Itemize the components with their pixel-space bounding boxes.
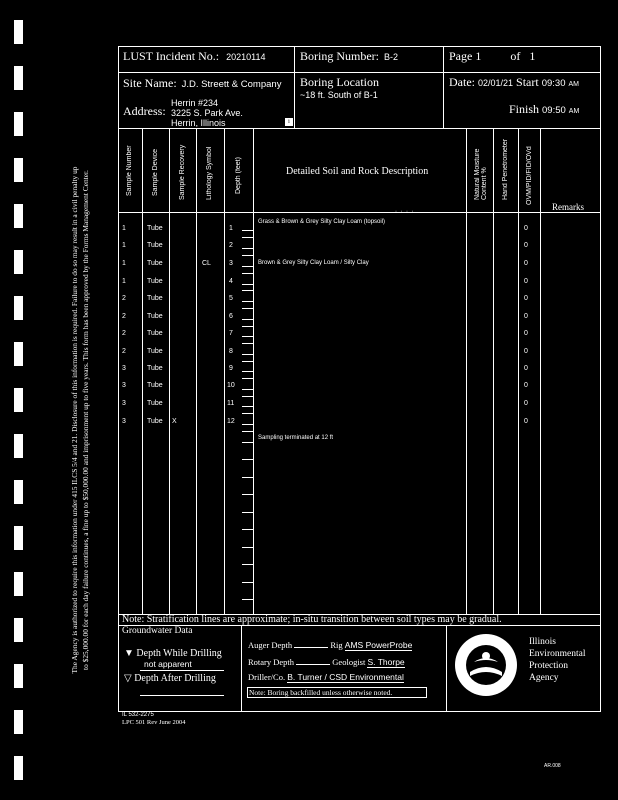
table-row [0, 219, 618, 237]
disclaimer-line-1: The Agency is authorized to require this information under 415 ILCS 5/4 and 21. Disclosure of this information is required. Failure to do so may result in a civil penalty up [70, 166, 79, 674]
finish-time: 09:50 [542, 105, 566, 116]
driller-value: B. Turner / CSD Environmental [287, 672, 404, 682]
table-row [0, 382, 618, 394]
col-depth: Depth (feet) [235, 157, 242, 194]
lithology-symbol: CL [202, 260, 211, 267]
info-icon: i [285, 118, 293, 126]
finish-label: Finish [509, 102, 540, 116]
header-dots: · · · · [395, 209, 415, 215]
depth-value: 6 [229, 313, 233, 320]
col-sample-device: Sample Device [152, 148, 159, 196]
auger-depth-label: Auger Depth [248, 640, 293, 650]
geologist-label: Geologist [332, 657, 366, 667]
sample-device: Tube [147, 260, 163, 267]
depth-after-drilling [124, 673, 216, 684]
agency-name [529, 636, 585, 684]
table-row [0, 260, 618, 272]
incident-field [123, 49, 265, 64]
geologist-value: S. Thorpe [367, 657, 405, 667]
ovm-reading: 0 [524, 260, 528, 267]
sample-device: Tube [147, 242, 163, 249]
depth-while-drilling [124, 648, 222, 659]
depth-value: 10 [227, 382, 235, 389]
sample-number: 3 [122, 400, 126, 407]
soil-description: Brown & Grey Silty Clay Loam / Silty Clay [258, 260, 369, 266]
corner-code: AR.008 [544, 763, 561, 769]
rig-label: Rig [330, 640, 343, 650]
groundwater-title: Groundwater Data [122, 626, 193, 636]
depth-value: 2 [229, 242, 233, 249]
table-row [0, 278, 618, 290]
termination-note: Sampling terminated at 12 ft [258, 435, 334, 441]
sample-device: Tube [147, 295, 163, 302]
col-ovm: OVM/PID/FID/OVd [526, 146, 533, 205]
sample-device: Tube [147, 330, 163, 337]
of-label: of [510, 49, 521, 63]
address-label: Address: [123, 104, 166, 118]
sample-device: Tube [147, 313, 163, 320]
page-label: Page [449, 49, 473, 63]
sample-number: 2 [122, 295, 126, 302]
rig-value: AMS PowerProbe [344, 640, 413, 650]
boring-number-label: Boring Number: [300, 49, 379, 63]
sample-recovery: X [172, 418, 177, 425]
col-sample-number: Sample Number [126, 145, 133, 196]
table-row [0, 330, 618, 342]
incident-number: 20210114 [226, 52, 266, 62]
sample-number: 2 [122, 330, 126, 337]
triangle-outline-icon: ▽ [124, 673, 132, 684]
col-penetrometer: Hand Penetrometer [502, 138, 509, 200]
date-value: 02/01/21 [478, 78, 514, 88]
date-start-field [449, 75, 579, 90]
sample-device: Tube [147, 382, 163, 389]
page-number: 1 [475, 49, 482, 63]
finish-ampm: AM [568, 108, 580, 115]
agency-line-4: Agency [529, 673, 559, 683]
col-remarks: Remarks [552, 202, 584, 212]
sample-device: Tube [147, 365, 163, 372]
ovm-reading: 0 [524, 382, 528, 389]
stratification-note: Note: Stratification lines are approximate; in-situ transition between soil types may be gradual. [122, 614, 502, 625]
agency-line-3: Protection [529, 661, 569, 671]
ovm-reading: 0 [524, 242, 528, 249]
ovm-reading: 0 [524, 348, 528, 355]
date-label: Date: [449, 75, 475, 89]
address-line-1: Herrin #234 [171, 98, 219, 108]
ovm-reading: 0 [524, 278, 528, 285]
sample-number: 1 [122, 260, 126, 267]
col-lithology-symbol: Lithology Symbol [206, 146, 213, 200]
depth-value: 4 [229, 278, 233, 285]
backfill-note: Note: Boring backfilled unless otherwise noted. [247, 687, 427, 698]
soil-description: Grass & Brown & Grey Silty Clay Loam (topsoil) [258, 219, 386, 225]
agency-line-2: Environmental [529, 649, 586, 659]
address-value [171, 98, 243, 127]
ovm-reading: 0 [524, 418, 528, 425]
sample-number: 1 [122, 225, 126, 232]
depth-value: 5 [229, 295, 233, 302]
depth-while-label: Depth While Drilling [136, 648, 222, 659]
col-description: Detailed Soil and Rock Description [286, 166, 429, 177]
ovm-reading: 0 [524, 330, 528, 337]
ovm-reading: 0 [524, 400, 528, 407]
incident-label: LUST Incident No.: [123, 49, 220, 63]
depth-value: 3 [229, 260, 233, 267]
boring-location-label: Boring Location [300, 75, 379, 89]
depth-value: 12 [227, 418, 235, 425]
ovm-reading: 0 [524, 365, 528, 372]
sample-device: Tube [147, 278, 163, 285]
site-name-value: J.D. Streett & Company [181, 79, 282, 90]
ovm-reading: 0 [524, 313, 528, 320]
rotary-geologist-line [248, 657, 405, 667]
ovm-reading: 0 [524, 225, 528, 232]
col-sample-recovery: Sample Recovery [179, 144, 186, 200]
auger-rig-line [248, 640, 412, 650]
sample-number: 2 [122, 348, 126, 355]
depth-value: 11 [227, 400, 235, 407]
sample-number: 3 [122, 365, 126, 372]
address-line-2: 3225 S. Park Ave. [171, 108, 243, 118]
table-row [0, 365, 618, 377]
table-row [0, 418, 618, 430]
table-row [0, 348, 618, 360]
col-moisture: Natural Moisture Content % [474, 148, 488, 200]
start-ampm: AM [568, 81, 579, 88]
sample-device: Tube [147, 225, 163, 232]
rotary-depth-label: Rotary Depth [248, 657, 295, 667]
start-time: 09:30 [541, 78, 566, 89]
start-label: Start [516, 75, 539, 89]
sample-number: 3 [122, 418, 126, 425]
depth-while-value: not apparent [144, 659, 192, 669]
sample-number: 1 [122, 278, 126, 285]
site-name-label: Site Name: [123, 76, 177, 90]
table-row [0, 313, 618, 325]
depth-value: 1 [229, 225, 233, 232]
depth-after-label: Depth After Drilling [134, 673, 216, 684]
boring-number-field [300, 49, 398, 64]
sample-number: 1 [122, 242, 126, 249]
page-field [449, 49, 535, 64]
depth-value: 8 [229, 348, 233, 355]
finish-field [509, 102, 579, 117]
boring-location-value: ~18 ft. South of B-1 [300, 90, 378, 100]
ovm-reading: 0 [524, 295, 528, 302]
table-row [0, 295, 618, 307]
illinois-epa-logo [453, 632, 519, 698]
address-line-3: Herrin, Illinois [171, 118, 226, 127]
sample-device: Tube [147, 418, 163, 425]
driller-label: Driller/Co. [248, 672, 286, 682]
disclaimer-line-2: to $25,000.00 for each day failure continues, a fine up to $50,000.00 and imprisonment up to five years. This form has been approved by the Forms Management Center. [81, 170, 90, 670]
site-name-field [123, 76, 281, 91]
boring-number-value: B-2 [384, 52, 399, 62]
depth-value: 9 [229, 365, 233, 372]
table-row [0, 400, 618, 412]
driller-line [248, 672, 404, 682]
sample-device: Tube [147, 400, 163, 407]
page-total: 1 [529, 49, 536, 63]
form-code: IL 532-2275 [122, 712, 154, 718]
sample-number: 3 [122, 382, 126, 389]
form-revision: LPC 501 Rev June 2004 [122, 719, 186, 726]
depth-value: 7 [229, 330, 233, 337]
sample-device: Tube [147, 348, 163, 355]
sample-number: 2 [122, 313, 126, 320]
table-row [0, 242, 618, 254]
triangle-filled-icon: ▼ [124, 648, 134, 659]
agency-line-1: Illinois [529, 637, 556, 647]
